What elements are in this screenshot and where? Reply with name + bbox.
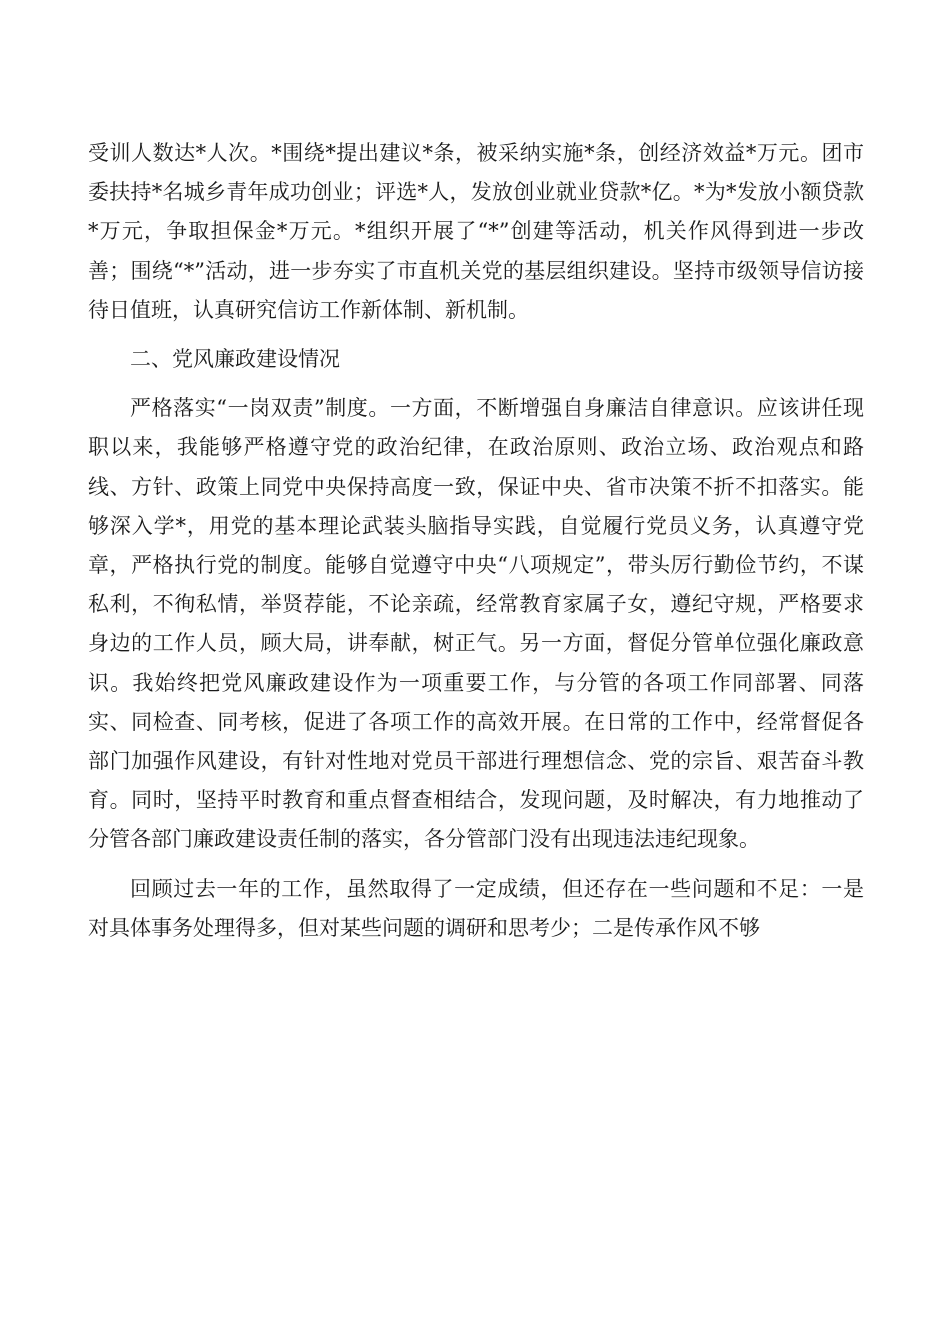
paragraph-continuation: 受训人数达*人次。*围绕*提出建议*条，被采纳实施*条，创经济效益*万元。团市委扶持*名城乡青年成功创业；评选*人，发放创业就业贷款*亿。*为*发放小额贷款*万元，争取担保金*万元。*组织开展了“*”创建等活动，机关作风得到进一步改善；围绕“*”活动，进一步夯实了市直机关党的基层组织建设。坚持市级领导信访接待日值班，认真研究信访工作新体制、新机制。: [88, 141, 864, 322]
paragraph-party-conduct: 严格落实“一岗双责”制度。一方面，不断增强自身廉洁自律意识。应该讲任现职以来，我能够严格遵守党的政治纪律，在政治原则、政治立场、政治观点和路线、方针、政策上同党中央保持高度一致，保证中央、省市决策不折不扣落实。能够深入学*，用党的基本理论武装头脑指导实践，自觉履行党员义务，认真遵守党章，严格执行党的制度。能够自觉遵守中央“八项规定”，带头厉行勤俭节约，不谋私利，不徇私情，举贤荐能，不论亲疏，经常教育家属子女，遵纪守规，严格要求身边的工作人员，顾大局，讲奉献，树正气。另一方面，督促分管单位强化廉政意识。我始终把党风廉政建设作为一项重要工作，与分管的各项工作同部署、同落实、同检查、同考核，促进了各项工作的高效开展。在日常的工作中，经常督促各部门加强作风建设，有针对性地对党员干部进行理想信念、党的宗旨、艰苦奋斗教育。同时，坚持平时教育和重点督查相结合，发现问题，及时解决，有力地推动了分管各部门廉政建设责任制的落实，各分管部门没有出现违法违纪现象。: [88, 396, 864, 852]
paragraph-review: 回顾过去一年的工作，虽然取得了一定成绩，但还存在一些问题和不足：一是对具体事务处理得多，但对某些问题的调研和思考少；二是传承作风不够: [88, 876, 864, 940]
section-heading: 二、党风廉政建设情况: [130, 347, 340, 372]
document-body: [88, 134, 864, 948]
